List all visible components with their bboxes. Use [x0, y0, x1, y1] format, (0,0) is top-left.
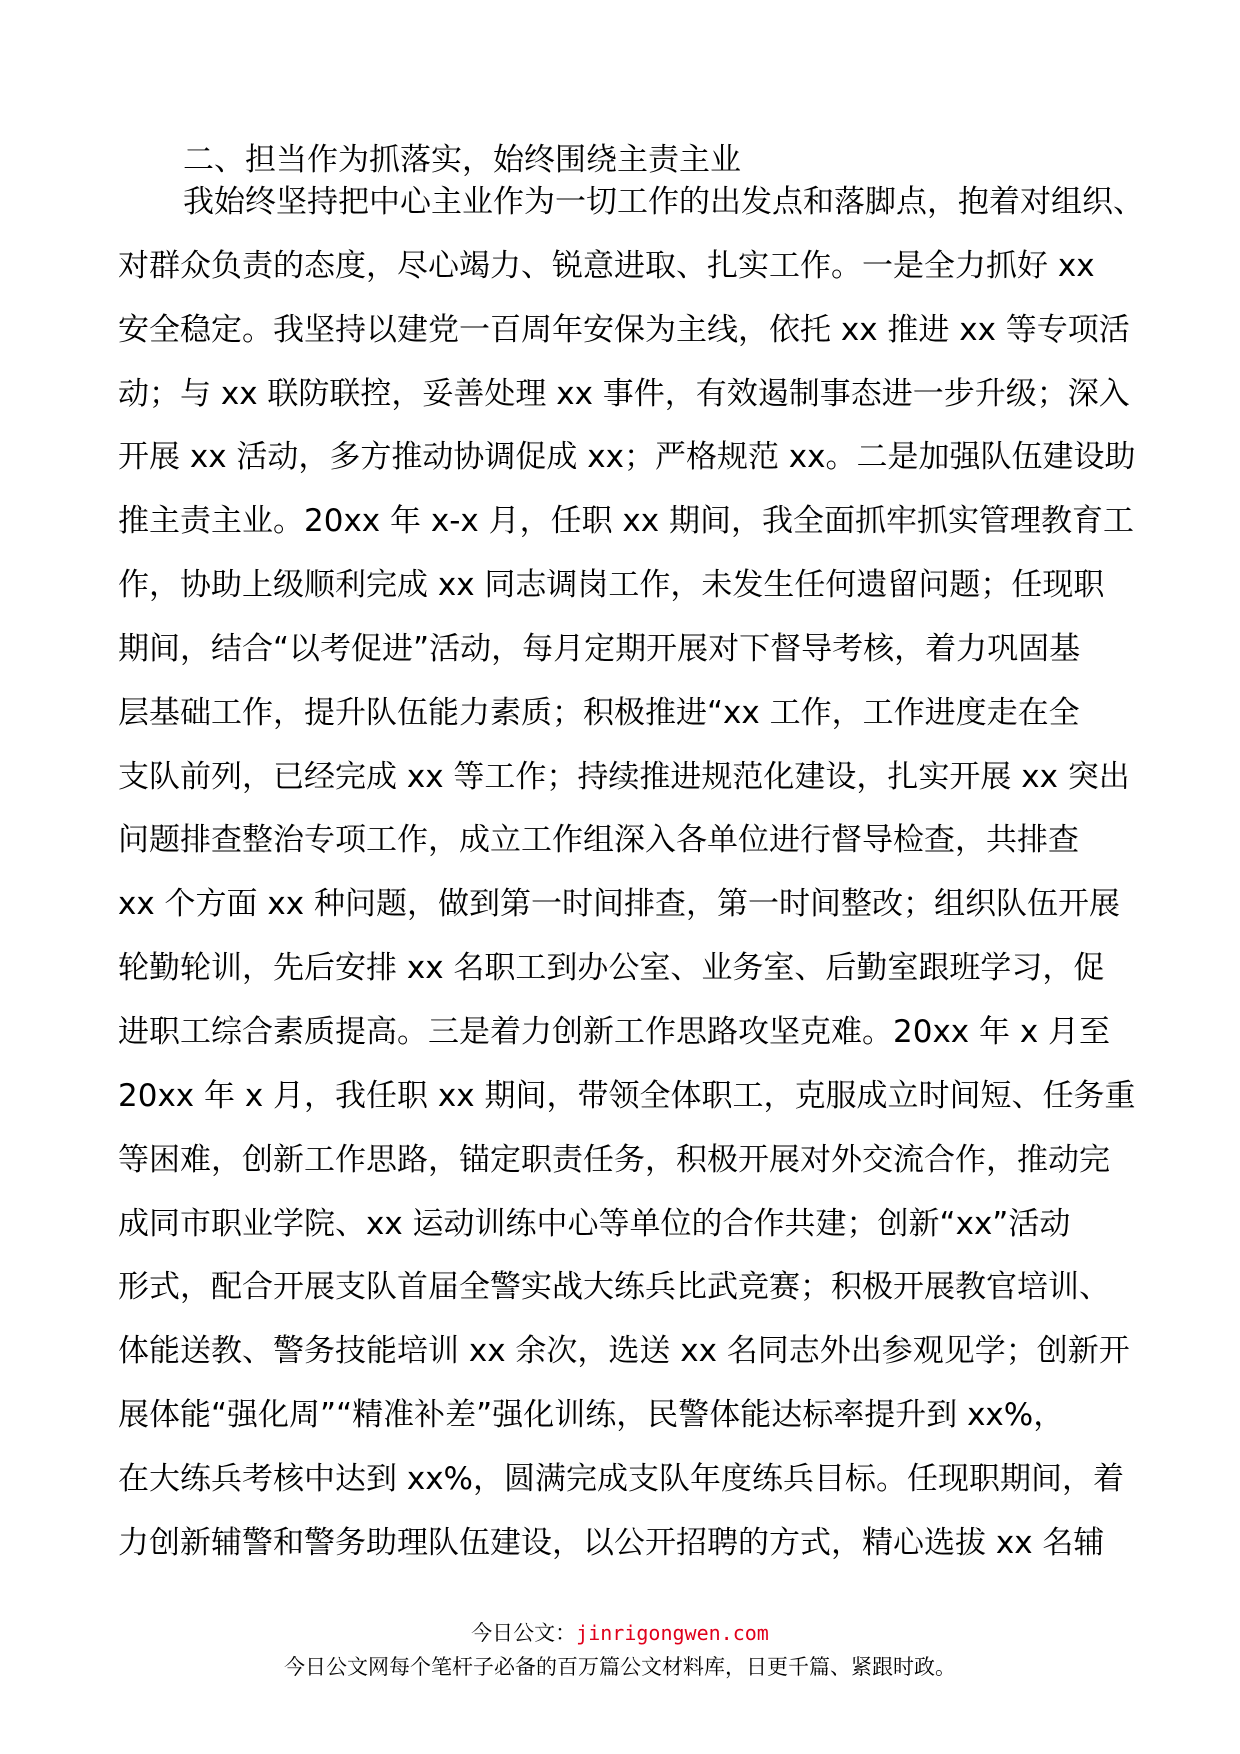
- body-paragraph: [118, 171, 1144, 1576]
- body-line: 在大练兵考核中达到 xx%，圆满完成支队年度练兵目标。任现职期间，着: [118, 1460, 1124, 1497]
- body-line: 轮勤轮训，先后安排 xx 名职工到办公室、业务室、后勤室跟班学习，促: [118, 950, 1105, 987]
- body-line: 进职工综合素质提高。三是着力创新工作思路攻坚克难。20xx 年 x 月至: [118, 1013, 1111, 1050]
- body-line: 力创新辅警和警务助理队伍建设，以公开招聘的方式，精心选拔 xx 名辅: [118, 1524, 1105, 1561]
- body-line: 形式，配合开展支队首届全警实战大练兵比武竞赛；积极开展教官培训、: [118, 1269, 1110, 1306]
- footer-site-link[interactable]: jinrigongwen.com: [576, 1621, 769, 1645]
- footer-site-line: [0, 1618, 1240, 1648]
- body-line: 展体能“强化周”“精准补差”强化训练，民警体能达标率提升到 xx%，: [118, 1397, 1065, 1434]
- body-line: 支队前列，已经完成 xx 等工作；持续推进规范化建设，扎实开展 xx 突出: [118, 758, 1130, 795]
- section-heading: 二、担当作为抓落实，始终围绕主责主业: [183, 142, 741, 178]
- body-line: 20xx 年 x 月，我任职 xx 期间，带领全体职工，克服成立时间短、任务重: [118, 1077, 1136, 1114]
- footer-slogan: 今日公文网每个笔杆子必备的百万篇公文材料库，日更千篇、紧跟时政。: [284, 1655, 956, 1679]
- footer-site-label: 今日公文：: [471, 1621, 577, 1645]
- body-line: 安全稳定。我坚持以建党一百周年安保为主线，依托 xx 推进 xx 等专项活: [118, 311, 1130, 348]
- page-footer: [0, 1618, 1240, 1682]
- body-line: 期间，结合“以考促进”活动，每月定期开展对下督导考核，着力巩固基: [118, 630, 1081, 667]
- body-line: 对群众负责的态度，尽心竭力、锐意进取、扎实工作。一是全力抓好 xx: [118, 247, 1095, 284]
- body-line: 成同市职业学院、xx 运动训练中心等单位的合作共建；创新“xx”活动: [118, 1205, 1071, 1242]
- body-line: 我始终坚持把中心主业作为一切工作的出发点和落脚点，抱着对组织、: [183, 184, 1144, 220]
- body-line: 推主责主业。20xx 年 x-x 月，任职 xx 期间，我全面抓牢抓实管理教育工: [118, 503, 1134, 540]
- body-line: 动；与 xx 联防联控，妥善处理 xx 事件，有效遏制事态进一步升级；深入: [118, 375, 1130, 412]
- body-line: 问题排查整治专项工作，成立工作组深入各单位进行督导检查，共排查: [118, 822, 1079, 859]
- body-line: 体能送教、警务技能培训 xx 余次，选送 xx 名同志外出参观见学；创新开: [118, 1333, 1130, 1370]
- body-line: 开展 xx 活动，多方推动协调促成 xx；严格规范 xx。二是加强队伍建设助: [118, 439, 1136, 476]
- body-line: xx 个方面 xx 种问题，做到第一时间排查，第一时间整改；组织队伍开展: [118, 886, 1120, 923]
- body-line: 层基础工作，提升队伍能力素质；积极推进“xx 工作，工作进度走在全: [118, 694, 1080, 731]
- body-line: 作，协助上级顺利完成 xx 同志调岗工作，未发生任何遗留问题；任现职: [118, 567, 1105, 604]
- body-line: 等困难，创新工作思路，锚定职责任务，积极开展对外交流合作，推动完: [118, 1141, 1110, 1178]
